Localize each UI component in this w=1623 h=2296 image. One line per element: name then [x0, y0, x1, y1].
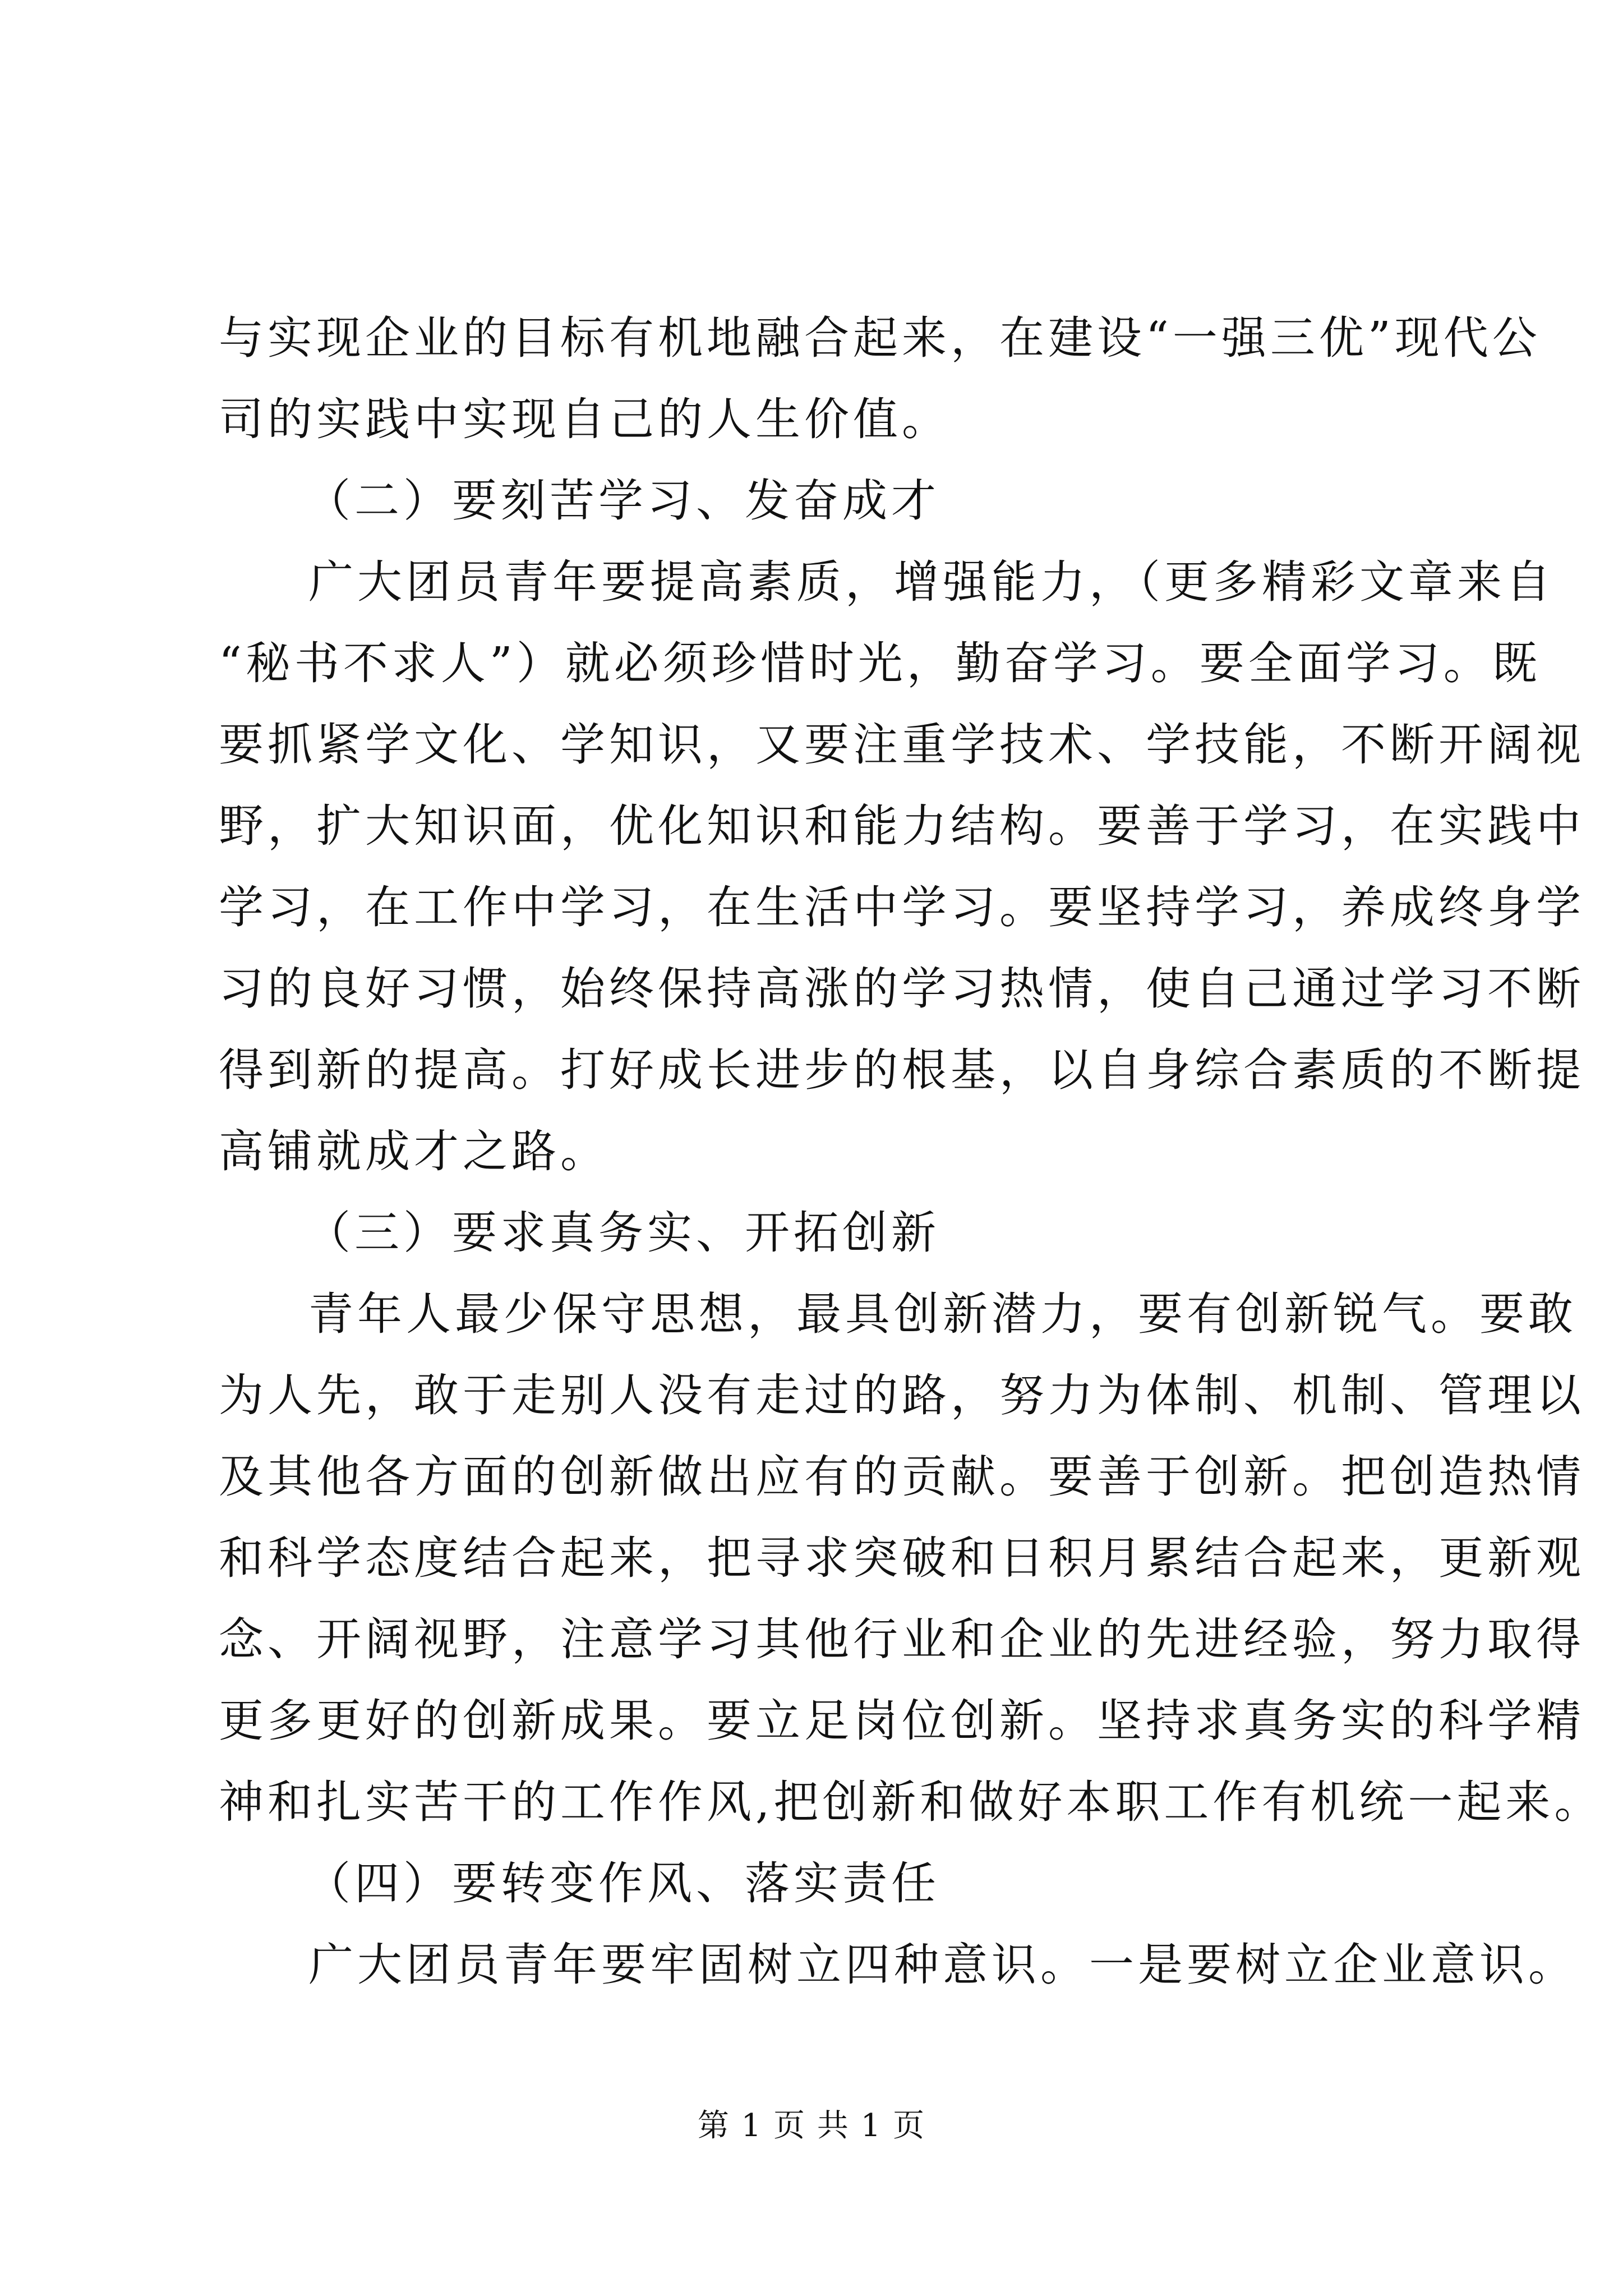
- body-line: 神和扎实苦干的工作作风,把创新和做好本职工作有机统一起来。: [219, 1776, 1603, 1828]
- document-body: [219, 297, 1603, 2005]
- body-line: 和科学态度结合起来，把寻求突破和日积月累结合起来，更新观: [219, 1532, 1585, 1584]
- body-line: 高铺就成才之路。: [219, 1125, 609, 1177]
- section-heading-4: （四）要转变作风、落实责任: [306, 1857, 940, 1910]
- body-line: 念、开阔视野，注意学习其他行业和企业的先进经验，努力取得: [219, 1613, 1585, 1665]
- section-heading-3: （三）要求真务实、开拓创新: [306, 1207, 940, 1259]
- body-line: 与实现企业的目标有机地融合起来，在建设“一强三优”现代公: [219, 312, 1541, 364]
- body-line: 广大团员青年要牢固树立四种意识。一是要树立企业意识。: [308, 1939, 1577, 1991]
- body-line: “秘书不求人”）就必须珍惜时光，勤奋学习。要全面学习。既: [219, 637, 1541, 689]
- body-line: 广大团员青年要提高素质，增强能力，（更多精彩文章来自: [308, 556, 1555, 608]
- body-line: 习的良好习惯，始终保持高涨的学习热情，使自己通过学习不断: [219, 963, 1585, 1015]
- body-line: 野，扩大知识面，优化知识和能力结构。要善于学习，在实践中: [219, 800, 1585, 852]
- body-line: 更多更好的创新成果。要立足岗位创新。坚持求真务实的科学精: [219, 1695, 1585, 1747]
- body-line: 为人先，敢于走别人没有走过的路，努力为体制、机制、管理以: [219, 1369, 1585, 1421]
- body-line: 要抓紧学文化、学知识，又要注重学技术、学技能，不断开阔视: [219, 719, 1585, 771]
- body-line: 得到新的提高。打好成长进步的根基，以自身综合素质的不断提: [219, 1044, 1585, 1096]
- body-line: 青年人最少保守思想，最具创新潜力，要有创新锐气。要敢: [308, 1288, 1577, 1340]
- body-line: 司的实践中实现自己的人生价值。: [219, 393, 951, 445]
- page-footer: 第 1 页 共 1 页: [697, 2108, 926, 2144]
- body-line: 及其他各方面的创新做出应有的贡献。要善于创新。把创造热情: [219, 1451, 1585, 1503]
- body-line: 学习，在工作中学习，在生活中学习。要坚持学习，养成终身学: [219, 881, 1585, 933]
- section-heading-2: （二）要刻苦学习、发奋成才: [306, 475, 940, 527]
